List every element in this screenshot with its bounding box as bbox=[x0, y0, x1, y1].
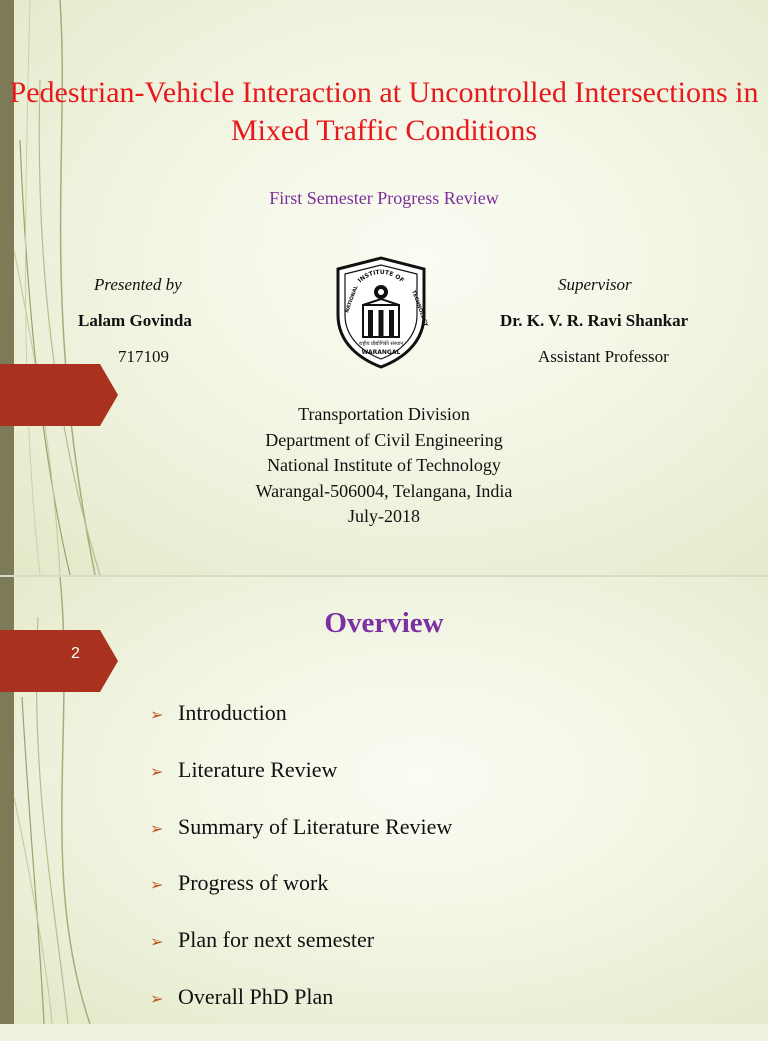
address-line: Warangal-506004, Telangana, India bbox=[255, 480, 513, 501]
arrow-bullet-icon: ➢ bbox=[150, 705, 164, 724]
arrow-bullet-icon: ➢ bbox=[150, 988, 164, 1008]
arrow-bullet-icon: ➢ bbox=[150, 761, 164, 781]
overview-list bbox=[150, 700, 452, 1041]
list-item-label: Summary of Literature Review bbox=[178, 813, 453, 839]
list-item bbox=[150, 927, 452, 984]
svg-text:TECHNOLOGY: TECHNOLOGY bbox=[410, 289, 429, 328]
address-line: National Institute of Technology bbox=[267, 455, 501, 475]
presenter-label: Presented by bbox=[94, 275, 182, 294]
svg-text:INSTITUTE OF: INSTITUTE OF bbox=[356, 268, 406, 285]
svg-text:WARANGAL: WARANGAL bbox=[361, 349, 401, 356]
address-block bbox=[0, 402, 768, 530]
supervisor-label: Supervisor bbox=[558, 275, 632, 294]
address-line: Department of Civil Engineering bbox=[265, 429, 503, 450]
supervisor-designation: Assistant Professor bbox=[538, 347, 669, 366]
list-item-label: Introduction bbox=[178, 700, 287, 725]
address-date: July-2018 bbox=[348, 506, 420, 526]
presentation-subtitle: First Semester Progress Review bbox=[269, 188, 499, 208]
presenter-name: Lalam Govinda bbox=[78, 311, 192, 330]
address-line: Transportation Division bbox=[298, 404, 470, 424]
list-item-label: Literature Review bbox=[178, 756, 338, 782]
list-item bbox=[150, 984, 452, 1041]
overview-heading: Overview bbox=[324, 607, 444, 639]
list-item bbox=[150, 870, 452, 927]
svg-text:राष्ट्रीय प्रौद्योगिकी संस्थान: राष्ट्रीय प्रौद्योगिकी संस्थान bbox=[359, 341, 403, 347]
presenter-id: 717109 bbox=[118, 347, 169, 366]
list-item bbox=[150, 814, 452, 871]
nit-warangal-emblem-icon bbox=[330, 255, 432, 370]
list-item-label: Progress of work bbox=[178, 870, 329, 896]
list-item bbox=[150, 757, 452, 814]
arrow-bullet-icon: ➢ bbox=[150, 932, 164, 952]
arrow-bullet-icon: ➢ bbox=[150, 818, 164, 838]
arrow-bullet-icon: ➢ bbox=[150, 875, 164, 895]
presentation-title: Pedestrian-Vehicle Interaction at Uncontrolled Intersections in Mixed Traffic Conditions bbox=[9, 76, 759, 147]
list-item-label: Overall PhD Plan bbox=[178, 983, 334, 1009]
list-item-label: Plan for next semester bbox=[178, 927, 375, 953]
page-number: 2 bbox=[71, 645, 80, 662]
supervisor-name: Dr. K. V. R. Ravi Shankar bbox=[500, 311, 689, 330]
list-item bbox=[150, 700, 452, 757]
svg-text:NATIONAL: NATIONAL bbox=[344, 284, 360, 314]
